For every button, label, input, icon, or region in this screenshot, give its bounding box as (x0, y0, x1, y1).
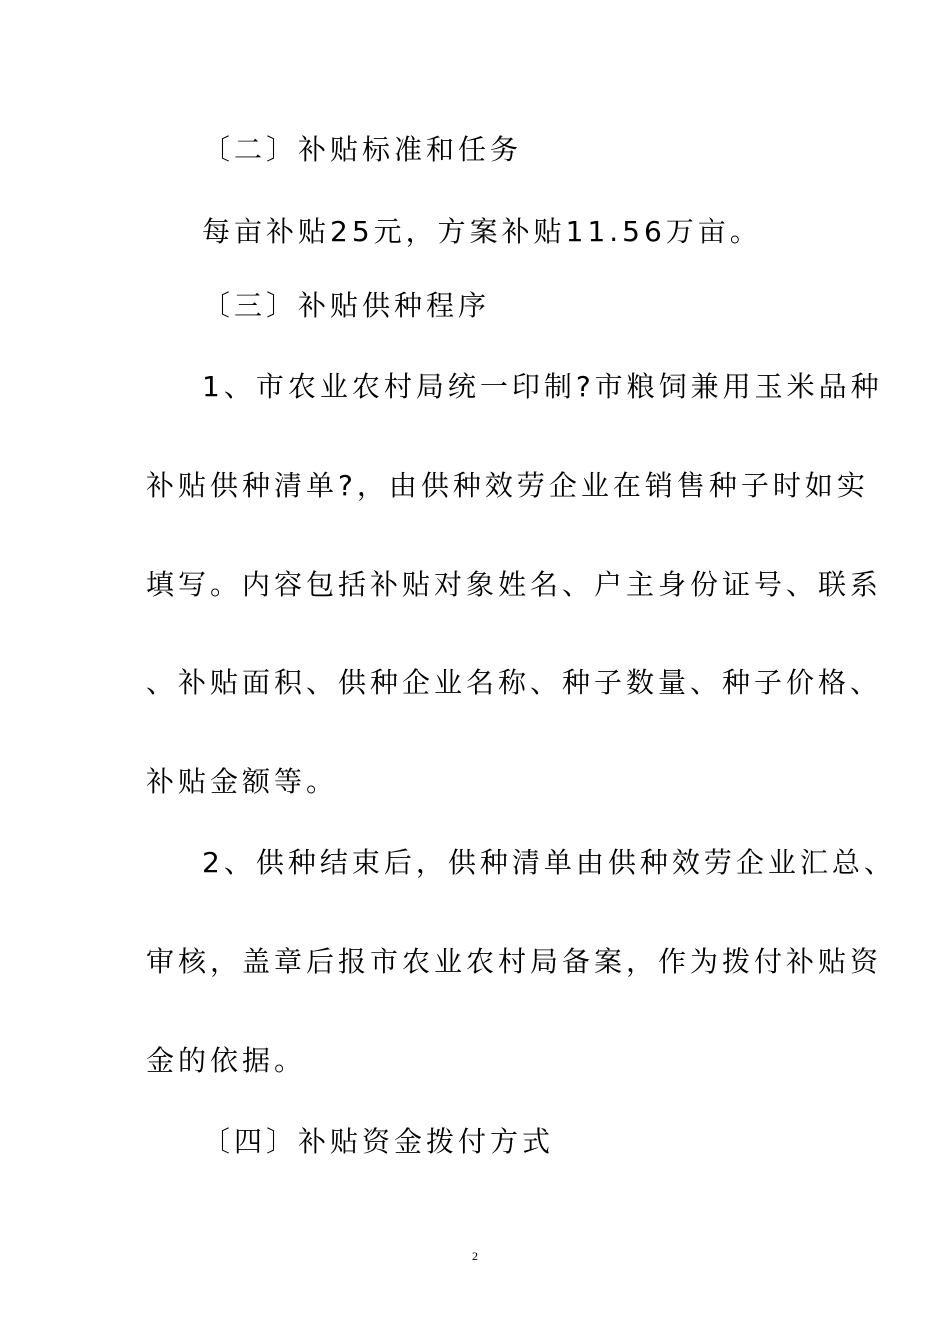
paragraph-line: 审核，盖章后报市农业农村局备案，作为拨付补贴资 (146, 945, 883, 978)
section-heading-2: 〔二〕补贴标准和任务 (202, 133, 523, 166)
section-heading-4: 〔四〕补贴资金拨付方式 (202, 1125, 555, 1158)
paragraph-line: 1、市农业农村局统一印制?市粮饲兼用玉米品种 (202, 370, 883, 403)
section-heading-3: 〔三〕补贴供种程序 (202, 289, 491, 322)
page-number: 2 (472, 1249, 478, 1263)
paragraph-line: 、补贴面积、供种企业名称、种子数量、种子价格、 (146, 666, 883, 699)
paragraph-line: 补贴供种清单?，由供种效劳企业在销售种子时如实 (146, 469, 869, 502)
paragraph-line: 每亩补贴25元，方案补贴11.56万亩。 (202, 215, 762, 248)
paragraph-line: 补贴金额等。 (146, 765, 339, 798)
paragraph-line: 2、供种结束后，供种清单由供种效劳企业汇总、 (202, 846, 896, 879)
paragraph-line: 填写。内容包括补贴对象姓名、户主身份证号、联系 (146, 568, 883, 601)
paragraph-line: 金的依据。 (146, 1044, 307, 1077)
